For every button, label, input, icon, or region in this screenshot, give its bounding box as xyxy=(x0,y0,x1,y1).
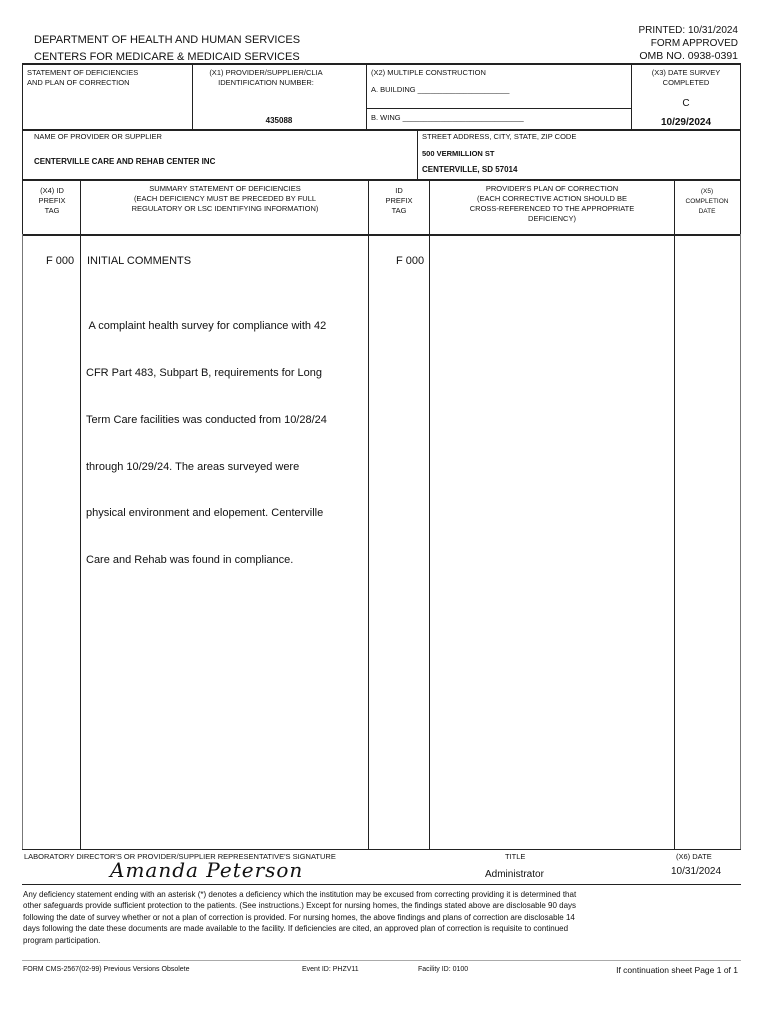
provider-id-number: 435088 xyxy=(265,116,293,125)
street-address: 500 VERMILLION ST xyxy=(422,149,495,158)
survey-code: C xyxy=(682,98,690,109)
title-label: TITLE xyxy=(505,852,526,861)
statement-label: STATEMENT OF DEFICIENCIES AND PLAN OF CORRECTION xyxy=(27,68,139,87)
department-name: DEPARTMENT OF HEALTH AND HUMAN SERVICES xyxy=(34,34,301,46)
event-id: Event ID: PHZV11 xyxy=(302,966,359,973)
signature: Amanda Peterson xyxy=(110,858,304,882)
provider-name: CENTERVILLE CARE AND REHAB CENTER INC xyxy=(34,157,216,166)
agency-name: CENTERS FOR MEDICARE & MEDICAID SERVICES xyxy=(34,51,300,63)
x4-column-header: (X4) ID PREFIX TAG xyxy=(38,186,66,215)
x2-label: (X2) MULTIPLE CONSTRUCTION xyxy=(371,68,486,77)
x5-column-header: (X5) COMPLETION DATE xyxy=(685,188,729,215)
signature-date: 10/31/2024 xyxy=(671,866,722,877)
summary-column-header: SUMMARY STATEMENT OF DEFICIENCIES (EACH DEFICIENCY MUST BE PRECEDED BY FULL REGULATORY OR LSC IDENTIFYING INFORMATION) xyxy=(131,184,319,213)
tag-right: F 000 xyxy=(396,255,425,267)
omb-number: OMB NO. 0938-0391 xyxy=(639,50,738,62)
form-approved: FORM APPROVED xyxy=(650,38,738,49)
facility-id: Facility ID: 0100 xyxy=(418,966,469,973)
tag-left: F 000 xyxy=(46,255,75,267)
form-left-border xyxy=(22,63,23,235)
comment-text: A complaint health survey for compliance with 42 CFR Part 483, Subpart B, requirements for Long Term Care facilities was conducted from 10/28/24 through 10/29/24. The areas surveyed were physical environment and elopement. Centerville Care and Rehab was found in compliance. xyxy=(86,320,327,567)
id-column-header: ID PREFIX TAG xyxy=(385,186,413,215)
form-number: FORM CMS-2567(02-99) Previous Versions Obsolete xyxy=(23,966,190,973)
date-label: (X6) DATE xyxy=(676,852,712,861)
form-right-border xyxy=(740,63,741,235)
printed-date: PRINTED: 10/31/2024 xyxy=(638,25,738,36)
continuation-page: If continuation sheet Page 1 of 1 xyxy=(616,965,738,975)
survey-completed-date: 10/29/2024 xyxy=(660,117,712,128)
title-value: Administrator xyxy=(485,869,544,880)
initial-comments-heading: INITIAL COMMENTS xyxy=(87,255,192,267)
wing-field: B. WING _____________________________ xyxy=(371,113,524,122)
signature-label: LABORATORY DIRECTOR'S OR PROVIDER/SUPPLIER REPRESENTATIVE'S SIGNATURE xyxy=(24,852,336,861)
disclaimer-text: Any deficiency statement ending with an asterisk (*) denotes a deficiency which the institution may be excused from correcting providing it is determined that other safeguards provide sufficient protection to the patients. (See instructions.) Except for nursing homes, the findings stated above are disclosable 90 days following the date of survey whether or not a plan of correction is provided. For nursing homes, the above findings and plans of correction are disclosable 14 days following the date these documents are made available to the facility. If deficiencies are cited, an approved plan of correction is requisite to continued program participation. xyxy=(23,890,577,945)
plan-column-header: PROVIDER'S PLAN OF CORRECTION (EACH CORRECTIVE ACTION SHOULD BE CROSS-REFERENCED TO THE APPROPRIATE DEFICIENCY) xyxy=(469,184,635,223)
building-field: A. BUILDING ______________________ xyxy=(371,85,510,94)
form-top-border xyxy=(22,63,741,65)
provider-name-label: NAME OF PROVIDER OR SUPPLIER xyxy=(34,132,162,141)
x3-label: (X3) DATE SURVEY COMPLETED xyxy=(651,68,721,87)
x1-label: (X1) PROVIDER/SUPPLIER/CLIA IDENTIFICATION NUMBER: xyxy=(209,68,323,87)
address-label: STREET ADDRESS, CITY, STATE, ZIP CODE xyxy=(422,132,577,141)
city-state-zip: CENTERVILLE, SD 57014 xyxy=(422,165,518,174)
